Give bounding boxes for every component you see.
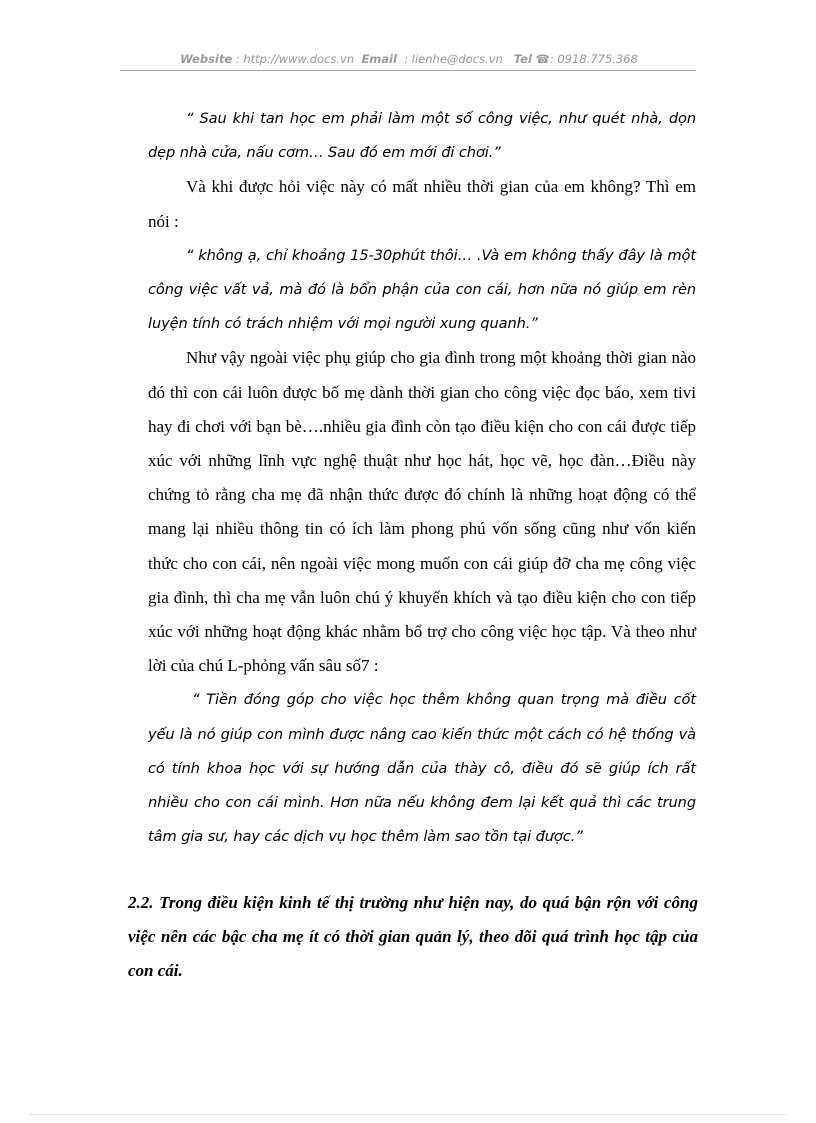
header-divider bbox=[120, 70, 696, 71]
quote-paragraph: “ không ạ, chỉ khoảng 15-30phút thôi… .Và em không thấy đây là một công việc vất vả, mà đó là bổn phận của con cái, hơn nữa nó giúp em rèn luyện tính có trách nhiệm với mọi người xung quanh.” bbox=[148, 246, 696, 333]
body-paragraph: Và khi được hỏi việc này có mất nhiều thời gian của em không? Thì em nói : bbox=[148, 177, 696, 231]
tel-label: Tel bbox=[513, 52, 532, 66]
email-label: Email bbox=[361, 52, 397, 66]
email-value: : lienhe@docs.vn bbox=[404, 52, 503, 66]
quote-paragraph: “ Tiền đóng góp cho việc học thêm không quan trọng mà điều cốt yếu là nó giúp con mình được nâng cao kiến thức một cách có hệ thống và có tính khoa học với sự hướng dẫn của thày cô, điều đó sẽ giúp ích rất nhiều cho con cái mình. Hơn nữa nếu không đem lại kết quả thì các trung tâm gia sư, hay các dịch vụ học thêm làm sao tồn tại được.” bbox=[148, 691, 696, 846]
footer-divider bbox=[30, 1114, 786, 1115]
website-value: : http://www.docs.vn bbox=[235, 52, 355, 66]
website-label: Website bbox=[180, 52, 233, 66]
body-text bbox=[148, 102, 696, 854]
quote-paragraph: “ Sau khi tan học em phải làm một số công việc, như quét nhà, dọn dẹp nhà cửa, nấu cơm… Sau đó em mới đi chơi.” bbox=[148, 110, 696, 162]
section-heading: 2.2. Trong điều kiện kinh tế thị trường như hiện nay, do quá bận rộn với công việc nên các bậc cha mẹ ít có thời gian quản lý, theo dõi quá trình học tập của con cái. bbox=[128, 893, 698, 980]
body-paragraph: Như vậy ngoài việc phụ giúp cho gia đình trong một khoảng thời gian nào đó thì con cái luôn được bố mẹ dành thời gian cho công việc đọc báo, xem tivi hay đi chơi với bạn bè….nhiều gia đình còn tạo điều kiện cho con cái được tiếp xúc với những lĩnh vực nghệ thuật như học hát, học vẽ, học đàn…Điều này chứng tỏ rằng cha mẹ đã nhận thức được đó chính là những hoạt động có thể mang lại nhiều thông tin có ích làm phong phú vốn sống cũng như vốn kiến thức cho con cái, nên ngoài việc mong muốn con cái giúp đỡ cha mẹ công việc gia đình, thì cha mẹ vẫn luôn chú ý khuyến khích và tạo điều kiện cho con tiếp xúc với những hoạt động khác nhằm bổ trợ cho công việc học tập. Và theo như lời của chú L-phỏng vấn sâu số7 : bbox=[148, 348, 696, 676]
tel-value: : 0918.775.368 bbox=[549, 52, 638, 66]
page-header bbox=[122, 52, 696, 66]
phone-icon: ☎ bbox=[535, 52, 550, 66]
